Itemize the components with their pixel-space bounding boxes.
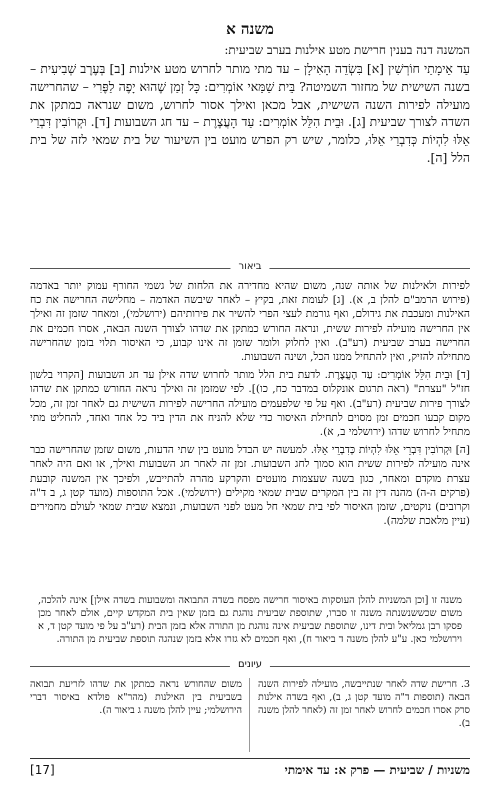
- iyun-right-column: 3. חרישת שדה לאחר שנתייבשה, מועילה לפירות השנה הבאה (תוספות ד"ה מועד קטן ג, ב), ואף בשדה אילנות סרק אסרו חכמים לחרוש לאחר זמן זה (לאחר להלן משנה ב).: [258, 679, 470, 729]
- biur-divider: [30, 262, 470, 274]
- column-separator: [249, 678, 250, 752]
- halacha-note: משנה זו [וכן המשניות להלן העוסקות באיסור חרישה מפסח בשדה התבואה ומשבועות בשדה אילן] אינה להלכה, משום שכששנשנתה משנה זו סברו, שתוספת שביעית נוהגת גם בזמן שאין בית המקדש קיים, אולם לאחר מכן פסקו רבן גמליאל ובית דינו, שתוספת שביעית אינה נוהגת מן התורה אלא בזמן הבית (רע"ב על פי מועד קטן ד, א וירושלמי כאן. ע"ע להלן משנה ד ביאור ח), ואף חכמים לא גזרו אלא בזמן שנהגה תוספת שביעית מן התורה.: [38, 595, 462, 645]
- biur-paragraph-1: לפירות ולאילנות של אותה שנה, משום שהיא מחדירה את הלחות של גשמי החורף עמוק יותר באדמה (פירוש הרמב"ם להלן ב, א). [ג] לעומת זאת, בקיץ – לאחר שיבשה האדמה – מחלישה החרישה את כח האילנות ומעכבת את גידולם, ואף גורמת לעצי הפרי להשיר את פירותיהם (ירושלמי), ומאחר שזמן זה ואילך אין החרישה מועילה לפירות ששית, ונראה החורש כמתקן את שדהו לצורך השנה הבאה, אסרו חכמים את החרישה בערב שביעית (רע"ב). ואין לחלוק ולומר שזמן זה אינו קבוע, כי האיסור תלוי בזמן שהחרישה מתחילה להזיק, ואין להתחיל ממנו הכל, ושינה השבועות.: [30, 280, 470, 364]
- biur-section: [30, 279, 470, 532]
- mishna-text: עַד אֵימָתַי חוֹרְשִׁין [א] בִּשְׂדֵה הָאִילָן – עד מתי מותר לחרוש מטע אילנות [ב] בְּעֶרֶב שְׁבִיעִית – בשנה השישית של מחזור השמיטה? בֵּית שַׁמַּאי אוֹמְרִים: כָּל זְמַן שֶׁהוּא יָפֶה לַפֶּרִי – שהחרישה מועילה לפירות השנה השישית, אבל מכאן ואילך אסור לחרוש, משום שנראה כמתקן את השדה לצורך שביעית [ג]. וּבֵית הִלֵּל אוֹמְרִים: עַד הָעֲצֶרֶת – עד חג השבועות [ד]. וּקְרוֹבִין דִּבְרֵי אֵלּוּ לִהְיוֹת כְּדִבְרֵי אֵלּוּ, כלומר, שיש רק הפרש מועט בין השיעור של בית שמאי לזה של בית הלל [ה].: [30, 61, 470, 165]
- biur-paragraph-3: [ה] וּקְרוֹבִין דִּבְרֵי אֵלּוּ לִהְיוֹת כְּדִבְרֵי אֵלּוּ. למעשה יש הבדל מועט בין שתי הדעות, משום שזמן שהחרישה כבר אינה מועילה לפירות ששית הוא סמוך לחג השבועות. זמן זה לאחר חג השבועות ואילך, או ואם היה לאחר עצרת מוקדם ומאחר, כגון בשנה שעצמות מועטים והקרקע מהרה להתייבש, ולפיכך אין המשנה קובעת (פרקים ה-ה) מהנה דין זה בין המקרים שבית שמאי מקילים (ירושלמי). אכל התוספות (מועד קטן ג, ב ד"ה וקרובים) נוקטים, שזמן האיסור לפי בית שמאי חל מעט לפני השבועות, ונמצא שבית שמאי לעולם מחמירים (עיין מלאכת שלמה).: [30, 444, 470, 528]
- page-number: [17]: [30, 763, 55, 777]
- footer-rule: [30, 758, 470, 759]
- mishna-heading: משנה א: [226, 20, 274, 38]
- iyun-left-column: משום שהחורש נראה כמתקן את שדהו לזריעת תבואה בשביעית בין האילנות (מהר"א פולדא באיסור דברי הירושלמי; עיין להלן משנה ג ביאור ה).: [30, 679, 242, 716]
- iyunim-label: עיונים: [230, 659, 270, 670]
- biur-paragraph-2: [ד] וּבֵית הִלֵּל אוֹמְרִים: עַד הָעֲצֶרֶת. לדעת בית הלל מותר לחרוש שדה אילן עד חג השבועות [הקרוי בלשון חז"ל "עצרת" (ראה תרגום אונקלוס במדבר כח, כו)]. לפי שמזמן זה ואילך נראה החורש כמתקן את שדהו לצורך פירות שביעית (רע"ב). ואף על פי שלפעמים מועילה החרישה לפירות השישית גם לאחר זמן זה, מכל מקום קבעו חכמים זמן מסוים לתחילת האיסור כדי שלא להניח את הדין ביד כל אחד ואחד, להחליט מתי מתחיל לחרוש שדהו (ירושלמי ב, א).: [30, 369, 470, 439]
- biur-label: ביאור: [230, 261, 269, 272]
- iyunim-divider: [30, 660, 470, 672]
- footer-title: משניות / שביעית — פרק א: עד אימתי: [284, 763, 470, 777]
- mishna-intro: המשנה דנה בענין חרישת מטע אילנות בערב שביעית:: [224, 43, 470, 57]
